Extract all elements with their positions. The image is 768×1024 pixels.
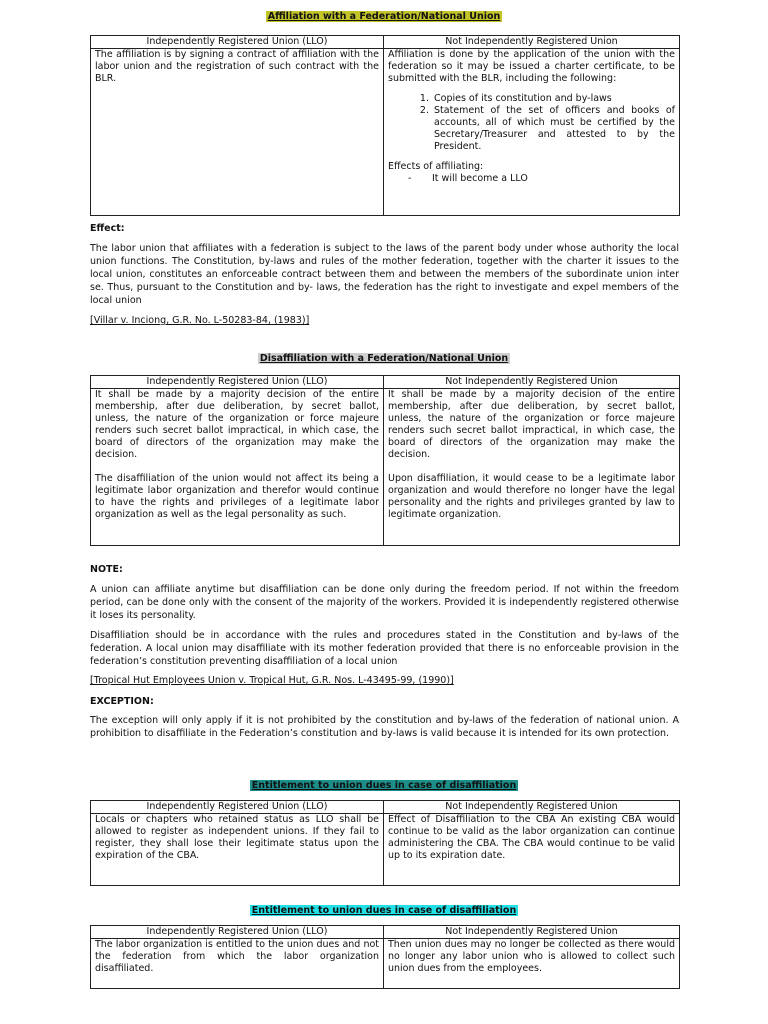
column-header-not-independent: Not Independently Registered Union: [384, 36, 680, 49]
affiliation-table: [90, 35, 680, 216]
cell-llo: [91, 49, 384, 216]
exception-paragraph: The exception will only apply if it is not prohibited by the constitution and by-laws of the federation of national union. A prohibition to disaffiliate in the Federation’s constitution and by-laws is valid because it is intended for its own protection.: [90, 715, 679, 739]
disaffiliation-table: [90, 375, 680, 546]
note-citation: [Tropical Hut Employees Union v. Tropical Hut, G.R. Nos. L-43495-99, (1990)]: [90, 675, 454, 686]
section-heading-affiliation: Affiliation with a Federation/National Union: [267, 11, 501, 22]
note-label: NOTE:: [90, 564, 123, 575]
cell-llo: [91, 389, 384, 546]
section-heading-union-dues-1: Entitlement to union dues in case of disaffiliation: [251, 780, 517, 791]
column-header-not-independent: Not Independently Registered Union: [384, 801, 680, 814]
column-header-not-independent: Not Independently Registered Union: [384, 376, 680, 389]
cell-not-independent: [384, 814, 680, 886]
cell-paragraph: The disaffiliation of the union would not affect its being a legitimate labor organization and therefor would continue to have the rights and privileges of a legitimate labor organization as well as the legal personality as such.: [95, 473, 379, 520]
exception-label: EXCEPTION:: [90, 696, 154, 707]
effect-citation: [Villar v. Inciong, G.R. No. L-50283-84, (1983)]: [90, 315, 310, 326]
cell-paragraph: It shall be made by a majority decision of the entire membership, after due deliberation, by secret ballot, unless, the nature of the organization or force majeure renders such secret ballot impractical, in which case, the board of directors of the organization may make the decision.: [388, 389, 675, 460]
cell-llo: [91, 939, 384, 989]
cell-text: The affiliation is by signing a contract of affiliation with the labor union and the registration of such contract with the BLR.: [95, 49, 379, 84]
list-item: 1. Copies of its constitution and by-laws: [432, 93, 675, 105]
union-dues-table-2: [90, 925, 680, 989]
column-header-llo: Independently Registered Union (LLO): [91, 376, 384, 389]
requirements-list: [388, 93, 675, 153]
cell-text: Effect of Disaffiliation to the CBA An existing CBA would continue to be valid as the labor organization can continue administering the CBA. The CBA would continue to be valid up to its expiration date.: [388, 814, 675, 861]
union-dues-table-1: [90, 800, 680, 886]
effect-paragraph: The labor union that affiliates with a federation is subject to the laws of the parent body under whose authority the local union functions. The Constitution, by-laws and rules of the mother federation, together with the charter it issues to the local union, constitutes an enforceable contract between them and between the members of the subordinate union inter se. Thus, pursuant to the Constitution and by- laws, the federation has the right to investigate and expel members of the local union: [90, 243, 679, 306]
cell-not-independent: [384, 389, 680, 546]
cell-not-independent: [384, 49, 680, 216]
cell-not-independent: [384, 939, 680, 989]
cell-text: The labor organization is entitled to the union dues and not the federation from which the labor organization disaffiliated.: [95, 939, 379, 974]
cell-text: Then union dues may no longer be collected as there would no longer any labor union who is allowed to collect such union dues from the employees.: [388, 939, 675, 974]
list-item: 2. Statement of the set of officers and books of accounts, all of which must be certified by the Secretary/Treasurer and attested to by the President.: [432, 105, 675, 153]
section-heading-disaffiliation: Disaffiliation with a Federation/National Union: [259, 353, 509, 364]
section-heading-union-dues-2: Entitlement to union dues in case of disaffiliation: [251, 905, 517, 916]
column-header-llo: Independently Registered Union (LLO): [91, 926, 384, 939]
column-header-llo: Independently Registered Union (LLO): [91, 36, 384, 49]
cell-paragraph: It shall be made by a majority decision of the entire membership, after due deliberation, by secret ballot, unless, the nature of the organization or force majeure renders such secret ballot impractical, in which case, the board of directors of the organization may make the decision.: [95, 389, 379, 460]
note-paragraph-1: A union can affiliate anytime but disaffiliation can be done only during the freedom period. If not within the freedom period, can be done only with the consent of the majority of the workers. Provided it is independently registered otherwise it loses its personality.: [90, 584, 679, 621]
column-header-llo: Independently Registered Union (LLO): [91, 801, 384, 814]
effects-item: [388, 173, 675, 185]
cell-text: Locals or chapters who retained status as LLO shall be allowed to register as independent unions. If they fail to register, they shall lose their legitimate status upon the expiration of the CBA.: [95, 814, 379, 861]
effect-text: It will become a LLO: [432, 173, 528, 184]
note-paragraph-2: Disaffiliation should be in accordance with the rules and procedures stated in the Constitution and by-laws of the federation. A local union may disaffiliate with its mother federation provided that there is no enforceable provision in the federation’s constitution preventing disaffiliation of a local union: [90, 630, 679, 667]
cell-paragraph: Upon disaffiliation, it would cease to be a legitimate labor organization and would therefore no longer have the legal personality and the rights and privileges granted by law to legitimate organization.: [388, 473, 675, 520]
effect-label: Effect:: [90, 223, 125, 234]
cell-llo: [91, 814, 384, 886]
dash-bullet: -: [408, 173, 412, 184]
effects-label: Effects of affiliating:: [388, 161, 484, 172]
cell-intro: Affiliation is done by the application of the union with the federation so it may be issued a charter certificate, to be submitted with the BLR, including the following:: [388, 49, 675, 84]
column-header-not-independent: Not Independently Registered Union: [384, 926, 680, 939]
